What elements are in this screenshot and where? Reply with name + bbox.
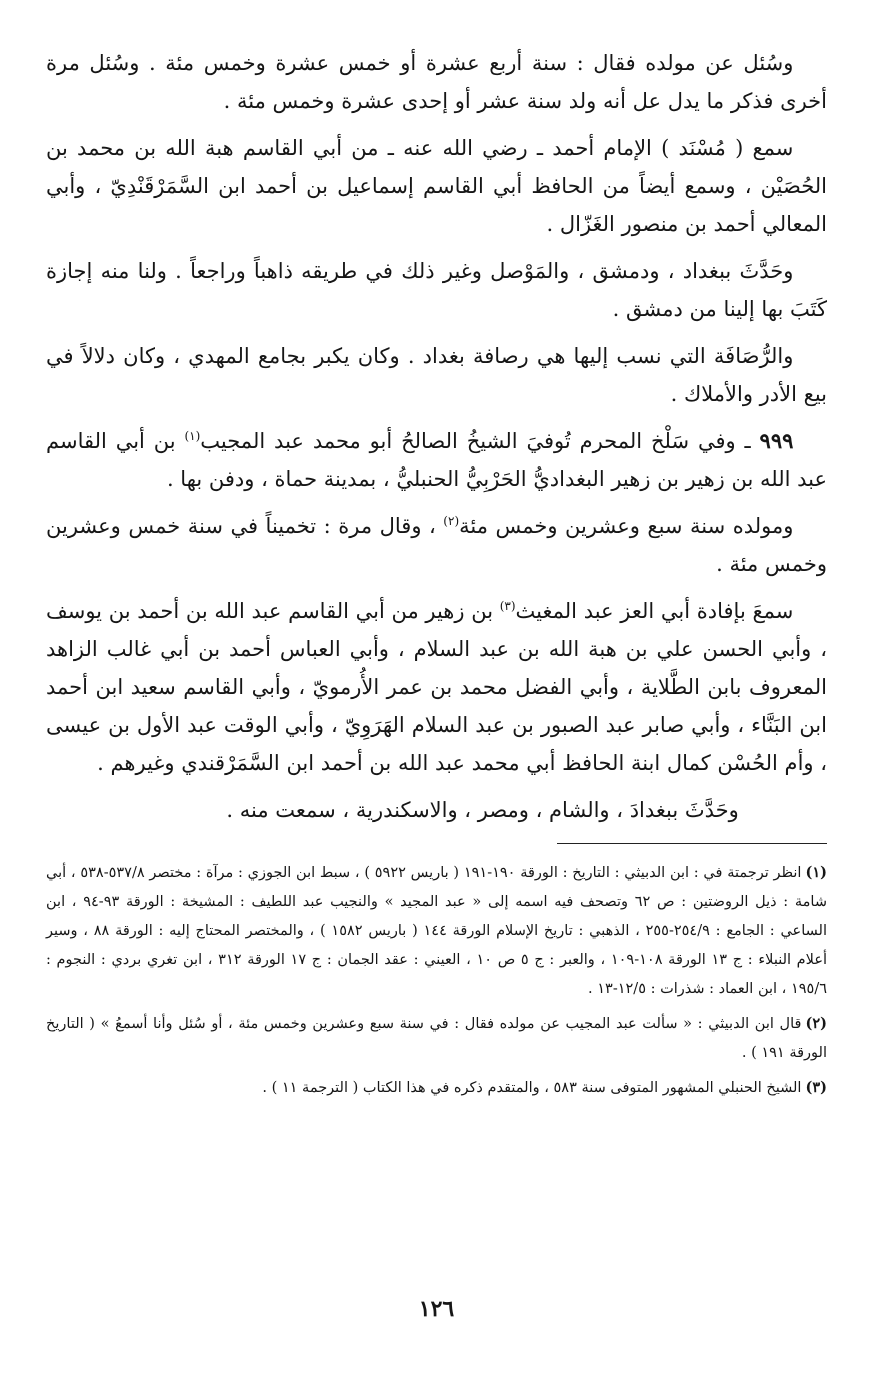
birth-text-start: ومولده سنة سبع وعشرين وخمس مئة — [459, 514, 794, 538]
entry-text-end: بن أبي القاسم عبد الله بن زهير بن زهير البغداديُّ الحَرْبِيُّ الحنبليُّ ، بمدينة حماة ، ودفن بها . — [46, 429, 827, 491]
footnote-text: انظر ترجمتة في : ابن الدبيثي : التاريخ : الورقة ١٩٠-١٩١ ( باريس ٥٩٢٢ ) ، سبط ابن الجوزي : مرآة : مختصر ٥٣٧/٨-٥٣٨ ، أبي شامة : ذيل الروضتين : ص ٦٢ وتصحف فيه اسمه إلى « عبد المجيد » والنجيب عبد اللطيف : المشيخة : الورقة ٩٣-٩٤ ، ابن الساعي : الجامع : ٢٥٤/٩-٢٥٥ ، الذهبي : تاريخ الإسلام الورقة ١٤٤ ( باريس ١٥٨٢ ) ، والمختصر المحتاج إليه : الورقة ٨٨ ، وسير أعلام النبلاء : ج ١٣ الورقة ١٠٨-١٠٩ ، والعبر : ج ٥ ص ١٠ ، العيني : عقد الجمان : ج ١٧ الورقة ٣١٢ ، ابن تغري بردي : النجوم : ١٩٥/٦ ، ابن العماد : شذرات : ١٢/٥-١٣ . — [46, 865, 827, 997]
footnote-text: قال ابن الدبيثي : « سألت عبد المجيب عن مولده فقال : في سنة سبع وعشرين وخمس مئة ، أو سُئل وأنا أسمعُ » ( التاريخ الورقة ١٩١ ) . — [46, 1016, 827, 1061]
paragraph-musnad-hearing: سمع ( مُسْنَد ) الإمام أحمد ـ رضي الله عنه ـ من أبي القاسم هبة الله بن محمد بن الحُصَيْن ، وسمع أيضاً من الحافظ أبي القاسم إسماعيل بن أحمد ابن السَّمَرْقَنْدِيّ ، وأبي المعالي أحمد بن منصور الغَزّال . — [46, 136, 827, 236]
birth-text-end: ، وقال مرة : تخميناً في سنة خمس وعشرين وخمس مئة . — [46, 514, 827, 576]
entry-number: ٩٩٩ — [759, 428, 794, 453]
footnote-2 — [46, 1009, 827, 1068]
footnote-marker-3[interactable]: (٣) — [499, 599, 516, 613]
paragraph-rusafa: والرُّصَافَة التي نسب إليها هي رصافة بغداد . وكان يكبر بجامع المهدي ، وكان دلالاً في بيع الأدر والأملاك . — [46, 344, 827, 406]
page-number: ١٢٦ — [418, 1296, 455, 1322]
footnote-3 — [46, 1073, 827, 1103]
paragraph-narration-places: وحَدَّثَ ببغداد ، ودمشق ، والمَوْصل وغير ذلك في طريقه ذاهباً وراجعاً . ولنا منه إجازة كَتَبَ بها إلينا من دمشق . — [46, 259, 827, 321]
main-text — [46, 44, 827, 829]
paragraph-teachers — [46, 592, 827, 782]
footnote-number: (٣) — [805, 1079, 827, 1096]
footnote-1 — [46, 858, 827, 1004]
entry-999 — [46, 422, 827, 498]
book-page — [46, 44, 827, 1388]
paragraph-narration-cities: وحَدَّثَ ببغدادَ ، والشام ، ومصر ، والاسكندرية ، سمعت منه . — [226, 798, 739, 822]
entry-text-start: ـ وفي سَلْخ المحرم تُوفيَ الشيخُ الصالحُ أبو محمد عبد المجيب — [200, 429, 760, 453]
footnote-separator — [557, 843, 827, 844]
paragraph-birth-estimate — [46, 507, 827, 583]
paragraph-birth-year: وسُئل عن مولده فقال : سنة أربع عشرة أو خمس عشرة وخمس مئة . وسُئل مرة أخرى فذكر ما يدل عل أنه ولد سنة عشر أو إحدى عشرة وخمس مئة . — [46, 51, 827, 113]
teachers-text-start: سمعَ بإفادة أبي العز عبد المغيث — [515, 599, 794, 623]
footnote-number: (٢) — [805, 1015, 827, 1032]
footnote-text: الشيخ الحنبلي المشهور المتوفى سنة ٥٨٣ ، والمتقدم ذكره في هذا الكتاب ( الترجمة ١١ ) . — [262, 1080, 802, 1096]
footnote-number: (١) — [805, 864, 827, 881]
footnote-marker-2[interactable]: (٢) — [443, 514, 460, 528]
teachers-text-end: بن زهير من أبي القاسم عبد الله بن أحمد بن يوسف ، وأبي الحسن علي بن هبة الله بن عبد السلام ، وأبي العباس أحمد بن أبي غالب الزاهد المعروف بابن الطَّلاية ، وأبي الفضل محمد بن عمر الأُرمويّ ، وأبي القاسم سعيد ابن أحمد ابن البَنَّاء ، وأبي صابر عبد الصبور بن عبد السلام الهَرَوِيّ ، وأبي الوقت عبد الأول بن عيسى ، وأم الحُسْن كمال ابنة الحافظ أبي محمد عبد الله بن أحمد ابن السَّمَرْقندي وغيرهم . — [46, 599, 827, 775]
footnote-marker-1[interactable]: (١) — [184, 429, 201, 443]
footnotes — [46, 858, 827, 1103]
